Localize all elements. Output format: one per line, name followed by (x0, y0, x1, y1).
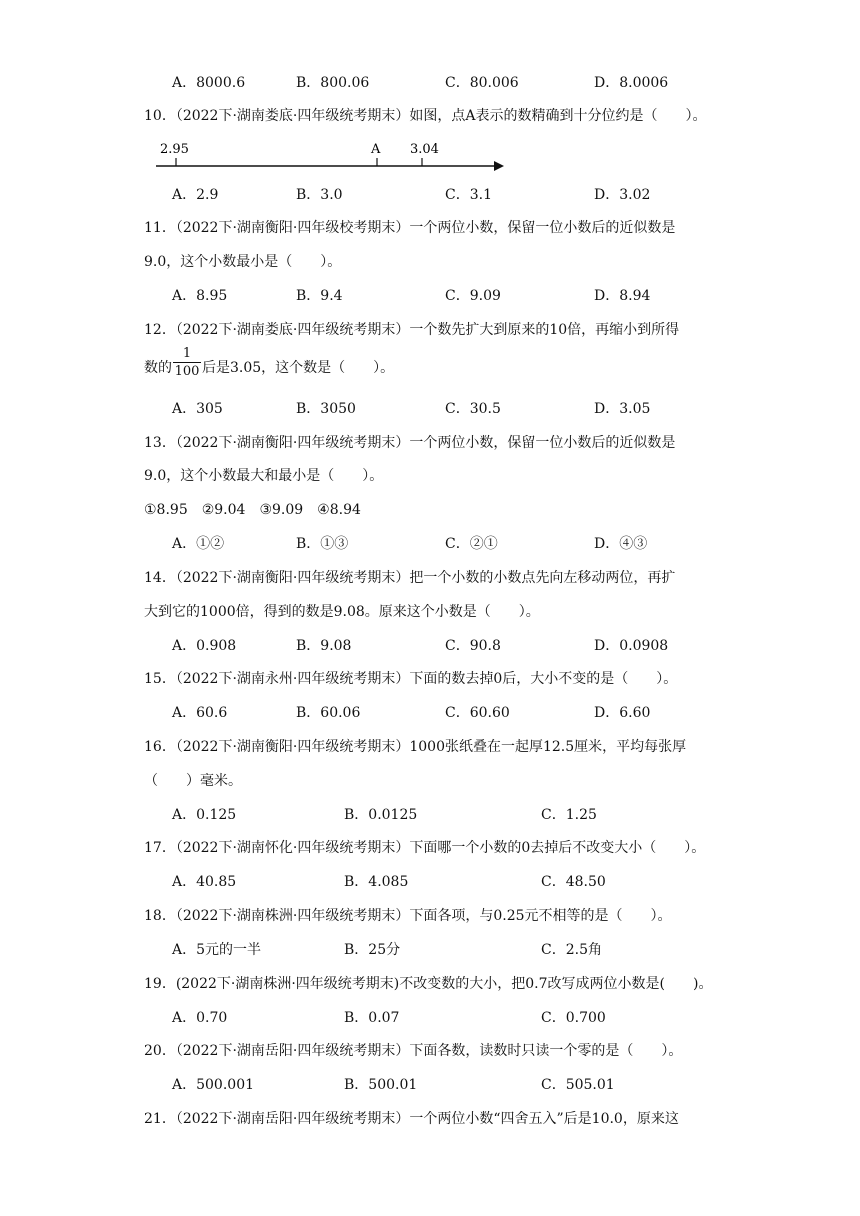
q13-option-c: C．②① (445, 536, 498, 552)
q14-option-b: B．9.08 (296, 638, 352, 654)
q17-option-b: B．4.085 (344, 874, 409, 890)
q11-option-c: C．9.09 (445, 288, 501, 304)
q12-stem-line1: 12．（2022下·湖南娄底·四年级统考期末）一个数先扩大到原来的10倍，再缩小到所得 (144, 322, 680, 338)
q20-option-b: B．500.01 (344, 1077, 418, 1093)
q20-option-a: A．500.001 (172, 1077, 255, 1093)
q9-option-d: D．8.0006 (594, 75, 669, 91)
q12-stem-line2-pre: 数的 (144, 360, 172, 376)
q11-option-b: B．9.4 (296, 288, 343, 304)
number-line-figure (144, 133, 514, 175)
q14-option-a: A．0.908 (172, 638, 237, 654)
fraction-bar (173, 362, 201, 363)
q13-option-b: B．①③ (296, 536, 349, 552)
q9-option-b: B．800.06 (296, 75, 370, 91)
q13-option-a: A．①② (172, 536, 225, 552)
q10-option-c: C．3.1 (445, 187, 492, 203)
fraction-denominator: 100 (174, 364, 200, 379)
label-start: 2.95 (160, 142, 189, 157)
q10-option-d: D．3.02 (594, 187, 651, 203)
q18-option-a: A．5元的一半 (172, 942, 262, 958)
q20-option-c: C．505.01 (541, 1077, 615, 1093)
q13-option-d: D．④③ (594, 536, 648, 552)
q18-stem: 18．（2022下·湖南株洲·四年级统考期末）下面各项，与0.25元不相等的是（ ）。 (144, 908, 672, 924)
q9-option-c: C．80.006 (445, 75, 519, 91)
fraction-numerator: 1 (182, 346, 192, 361)
q15-option-d: D．6.60 (594, 705, 651, 721)
q11-option-a: A．8.95 (172, 288, 228, 304)
q12-stem-line2-post: 后是3.05，这个数是（ ）。 (202, 360, 395, 376)
q12-option-a: A．305 (172, 401, 223, 417)
q19-option-a: A．0.70 (172, 1010, 228, 1026)
q11-stem-line2: 9.0，这个小数最小是（ ）。 (144, 254, 342, 270)
q10-option-b: B．3.0 (296, 187, 343, 203)
q13-stem-line1: 13．（2022下·湖南衡阳·四年级统考期末）一个两位小数，保留一位小数后的近似数是 (144, 435, 676, 451)
q11-option-d: D．8.94 (594, 288, 651, 304)
q14-option-d: D．0.0908 (594, 638, 669, 654)
q15-option-b: B．60.06 (296, 705, 361, 721)
q17-option-a: A．40.85 (172, 874, 237, 890)
q12-fraction (173, 346, 201, 379)
q15-option-a: A．60.6 (172, 705, 228, 721)
q15-option-c: C．60.60 (445, 705, 510, 721)
q13-choices-line: ①8.95 ②9.04 ③9.09 ④8.94 (144, 502, 361, 518)
label-point-a: A (371, 142, 381, 157)
q17-option-c: C．48.50 (541, 874, 606, 890)
q20-stem: 20．（2022下·湖南岳阳·四年级统考期末）下面各数，读数时只读一个零的是（ ）。 (144, 1043, 683, 1059)
q18-option-c: C．2.5角 (541, 942, 602, 958)
label-end: 3.04 (410, 142, 439, 157)
q16-stem-line1: 16．（2022下·湖南衡阳·四年级统考期末）1000张纸叠在一起厚12.5厘米，平均每张厚 (144, 739, 687, 755)
q12-option-b: B．3050 (296, 401, 356, 417)
q18-option-b: B．25分 (344, 942, 401, 958)
q19-option-b: B．0.07 (344, 1010, 400, 1026)
q17-stem: 17．（2022下·湖南怀化·四年级统考期末）下面哪一个小数的0去掉后不改变大小（ ）。 (144, 840, 706, 856)
q14-option-c: C．90.8 (445, 638, 501, 654)
q16-stem-line2: （ ）毫米。 (144, 773, 242, 789)
q11-stem-line1: 11．（2022下·湖南衡阳·四年级校考期末）一个两位小数，保留一位小数后的近似数是 (144, 220, 676, 236)
q14-stem-line1: 14．（2022下·湖南衡阳·四年级统考期末）把一个小数的小数点先向左移动两位，再扩 (144, 570, 676, 586)
q21-stem-line1: 21．（2022下·湖南岳阳·四年级统考期末）一个两位小数“四舍五入”后是10.0，原来这 (144, 1111, 679, 1127)
q10-stem: 10．（2022下·湖南娄底·四年级统考期末）如图，点A表示的数精确到十分位约是（ ）。 (144, 108, 707, 124)
q19-option-c: C．0.700 (541, 1010, 606, 1026)
number-line-arrow (494, 161, 504, 171)
q19-stem: 19．(2022下·湖南株洲·四年级统考期末)不改变数的大小，把0.7改写成两位小数是( )。 (144, 976, 713, 992)
q12-option-d: D．3.05 (594, 401, 651, 417)
q14-stem-line2: 大到它的1000倍，得到的数是9.08。原来这个小数是（ ）。 (144, 604, 540, 620)
q9-option-a: A．8000.6 (172, 75, 246, 91)
q10-option-a: A．2.9 (172, 187, 219, 203)
q13-stem-line2: 9.0，这个小数最大和最小是（ ）。 (144, 468, 384, 484)
q15-stem: 15．（2022下·湖南永州·四年级统考期末）下面的数去掉0后，大小不变的是（ ）。 (144, 671, 678, 687)
q16-option-c: C．1.25 (541, 807, 597, 823)
q12-option-c: C．30.5 (445, 401, 501, 417)
q16-option-a: A．0.125 (172, 807, 237, 823)
q16-option-b: B．0.0125 (344, 807, 418, 823)
